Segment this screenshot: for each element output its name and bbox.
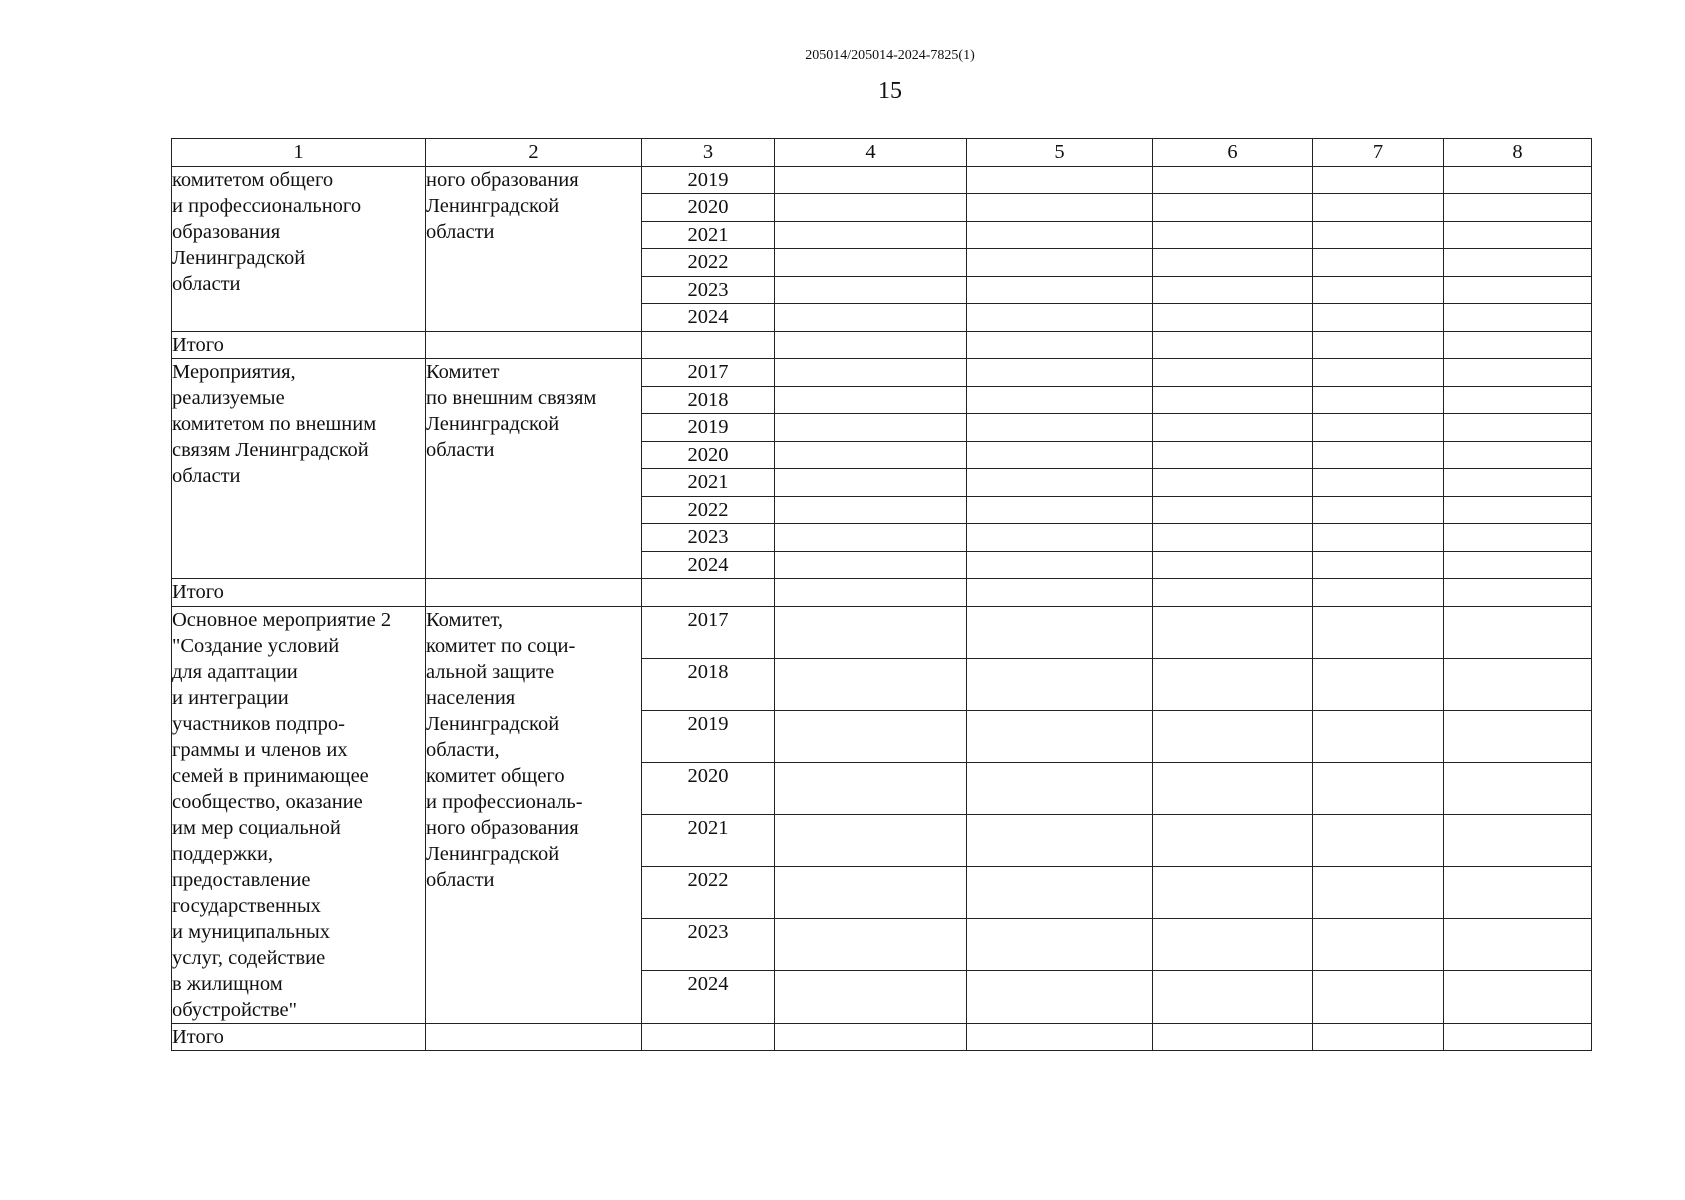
year-cell: 2023	[642, 919, 775, 971]
event-description: комитетом общего и профессионального образования Ленинградской области	[172, 166, 426, 331]
year-cell: 2024	[642, 304, 775, 332]
total-label: Итого	[172, 579, 426, 607]
year-cell: 2017	[642, 359, 775, 387]
year-cell: 2018	[642, 658, 775, 710]
year-cell: 2021	[642, 221, 775, 249]
column-header: 3	[642, 139, 775, 167]
table-row	[172, 166, 1592, 194]
column-header-row	[172, 139, 1592, 167]
table-row	[172, 606, 1592, 658]
year-cell: 2021	[642, 815, 775, 867]
year-cell: 2019	[642, 710, 775, 762]
year-cell: 2019	[642, 166, 775, 194]
year-cell: 2017	[642, 606, 775, 658]
year-cell: 2020	[642, 194, 775, 222]
year-cell: 2022	[642, 867, 775, 919]
event-description: Основное мероприятие 2 "Создание условий для адаптации и интеграции участников подпро- граммы и членов их семей в принимающее сообщество, оказание им мер социальной поддержки, предоставление государственных и муниципальных услуг, содействие в жилищном обустройстве"	[172, 606, 426, 1023]
year-cell: 2019	[642, 414, 775, 442]
column-header: 7	[1313, 139, 1444, 167]
year-cell: 2024	[642, 551, 775, 579]
responsible-executor: Комитет по внешним связям Ленинградской области	[426, 359, 642, 579]
year-cell: 2022	[642, 249, 775, 277]
budget-table	[171, 138, 1592, 1051]
table-row	[172, 359, 1592, 387]
event-description: Мероприятия, реализуемые комитетом по внешним связям Ленинградской области	[172, 359, 426, 579]
column-header: 8	[1444, 139, 1592, 167]
total-row	[172, 331, 1592, 359]
year-cell: 2020	[642, 762, 775, 814]
column-header: 5	[967, 139, 1153, 167]
year-cell: 2021	[642, 469, 775, 497]
column-header: 6	[1153, 139, 1313, 167]
page-number: 15	[878, 78, 902, 104]
total-row	[172, 1023, 1592, 1051]
total-label: Итого	[172, 331, 426, 359]
year-cell: 2020	[642, 441, 775, 469]
total-label: Итого	[172, 1023, 426, 1051]
year-cell: 2022	[642, 496, 775, 524]
column-header: 4	[775, 139, 967, 167]
column-header: 1	[172, 139, 426, 167]
responsible-executor: ного образования Ленинградской области	[426, 166, 642, 331]
year-cell: 2023	[642, 524, 775, 552]
total-row	[172, 579, 1592, 607]
year-cell: 2024	[642, 971, 775, 1023]
responsible-executor: Комитет, комитет по соци- альной защите населения Ленинградской области, комитет общего и профессиональ- ного образования Ленинградской области	[426, 606, 642, 1023]
year-cell: 2023	[642, 276, 775, 304]
document-reference: 205014/205014-2024-7825(1)	[805, 48, 975, 63]
year-cell: 2018	[642, 386, 775, 414]
column-header: 2	[426, 139, 642, 167]
